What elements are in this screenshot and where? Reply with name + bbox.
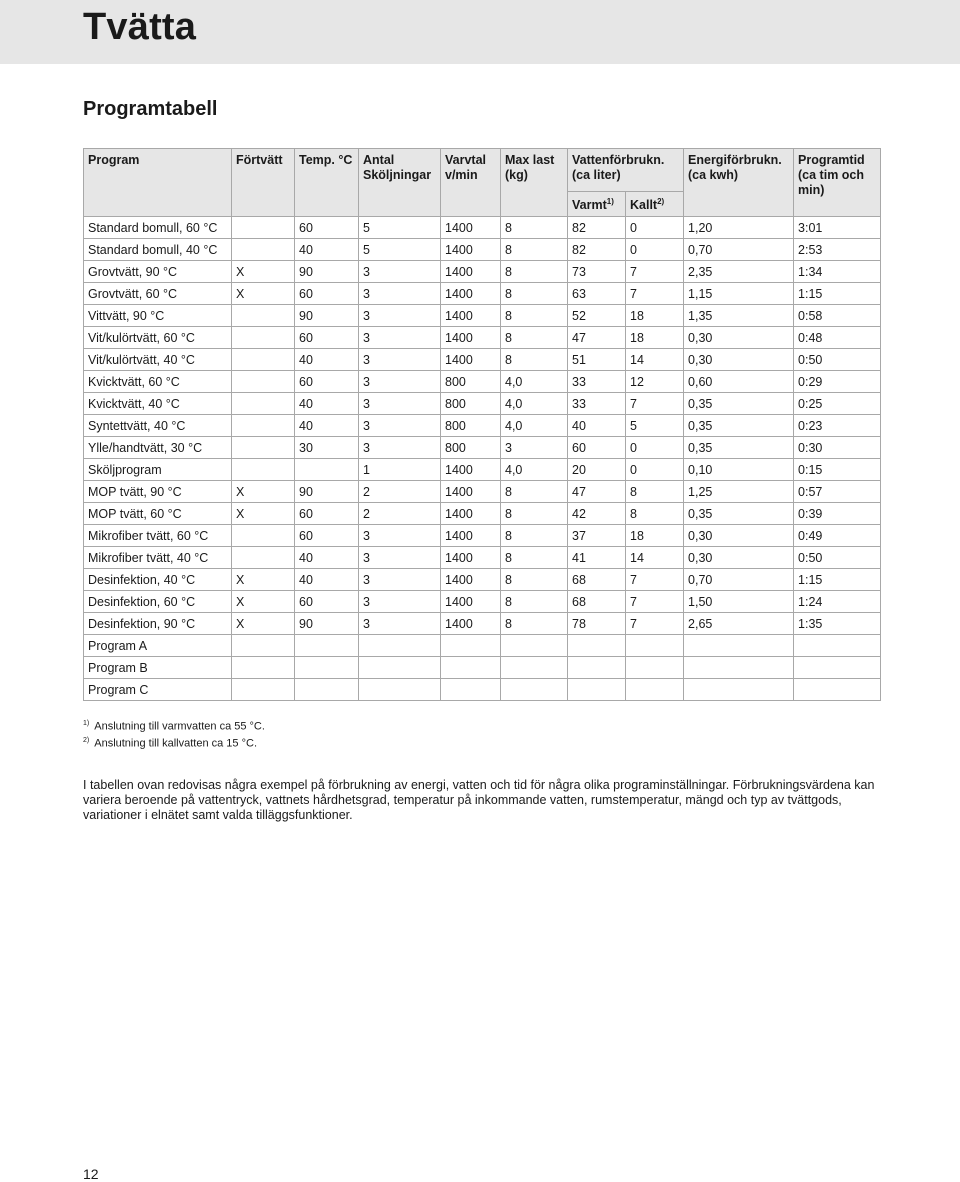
cell-varvtal [441,679,501,701]
cell-energi: 0,70 [684,239,794,261]
cell-forvatt [232,327,295,349]
cell-programtid: 0:49 [794,525,881,547]
cell-programtid: 0:23 [794,415,881,437]
cell-varvtal: 800 [441,393,501,415]
cell-kallt: 0 [626,217,684,239]
cell-program: Kvicktvätt, 60 °C [84,371,232,393]
kallt-label: Kallt [630,198,658,213]
cell-energi [684,679,794,701]
cell-maxlast: 4,0 [501,371,568,393]
cell-programtid: 0:50 [794,547,881,569]
cell-skoljningar [359,657,441,679]
cell-varmt [568,657,626,679]
table-row [84,569,881,591]
cell-skoljningar [359,679,441,701]
cell-skoljningar: 3 [359,349,441,371]
cell-forvatt [232,217,295,239]
cell-kallt: 12 [626,371,684,393]
cell-program: Kvicktvätt, 40 °C [84,393,232,415]
col-header-temp: Temp. °C [295,149,359,217]
cell-skoljningar: 3 [359,327,441,349]
col-header-program: Program [84,149,232,217]
cell-energi: 0,10 [684,459,794,481]
cell-forvatt [232,635,295,657]
cell-programtid: 0:25 [794,393,881,415]
cell-maxlast: 3 [501,437,568,459]
cell-temp: 40 [295,239,359,261]
cell-energi: 1,15 [684,283,794,305]
table-row [84,613,881,635]
cell-programtid: 1:15 [794,569,881,591]
cell-program: Desinfektion, 40 °C [84,569,232,591]
cell-program: MOP tvätt, 90 °C [84,481,232,503]
cell-skoljningar: 3 [359,393,441,415]
cell-skoljningar: 5 [359,239,441,261]
cell-maxlast: 8 [501,349,568,371]
cell-kallt: 18 [626,305,684,327]
cell-program: Vit/kulörtvätt, 60 °C [84,327,232,349]
cell-energi: 0,35 [684,503,794,525]
cell-kallt: 5 [626,415,684,437]
col-header-vatten: Vattenförbrukn. (ca liter) [568,149,684,192]
table-row [84,635,881,657]
cell-programtid: 1:24 [794,591,881,613]
cell-temp: 90 [295,481,359,503]
table-row [84,503,881,525]
cell-kallt: 7 [626,283,684,305]
table-row [84,261,881,283]
cell-maxlast [501,679,568,701]
program-table-body [84,217,881,701]
cell-varmt: 42 [568,503,626,525]
cell-varvtal: 1400 [441,481,501,503]
cell-skoljningar [359,635,441,657]
col-header-energi: Energiförbrukn. (ca kwh) [684,149,794,217]
cell-forvatt: X [232,613,295,635]
cell-varvtal: 1400 [441,459,501,481]
cell-kallt: 7 [626,569,684,591]
col-header-programtid: Programtid (ca tim och min) [794,149,881,217]
table-row [84,349,881,371]
cell-maxlast: 8 [501,569,568,591]
cell-energi: 1,35 [684,305,794,327]
cell-temp: 40 [295,393,359,415]
footnote-1 [83,720,265,733]
cell-varmt: 33 [568,393,626,415]
cell-temp: 60 [295,371,359,393]
cell-programtid: 0:50 [794,349,881,371]
table-row [84,239,881,261]
footnote-1-mark: 1) [83,720,90,727]
table-row [84,657,881,679]
cell-skoljningar: 3 [359,591,441,613]
cell-forvatt [232,679,295,701]
cell-skoljningar: 3 [359,283,441,305]
cell-kallt: 14 [626,349,684,371]
cell-energi: 0,35 [684,393,794,415]
cell-varvtal: 1400 [441,261,501,283]
cell-temp: 90 [295,305,359,327]
cell-programtid: 0:29 [794,371,881,393]
table-row [84,525,881,547]
cell-forvatt [232,525,295,547]
cell-programtid: 0:48 [794,327,881,349]
cell-skoljningar: 2 [359,481,441,503]
cell-varmt: 51 [568,349,626,371]
table-row [84,547,881,569]
cell-temp: 30 [295,437,359,459]
cell-energi: 0,35 [684,415,794,437]
cell-energi: 1,20 [684,217,794,239]
cell-skoljningar: 5 [359,217,441,239]
cell-temp: 60 [295,283,359,305]
cell-kallt: 0 [626,239,684,261]
col-header-varmt [568,192,626,217]
cell-maxlast: 8 [501,503,568,525]
table-row [84,393,881,415]
cell-energi: 0,70 [684,569,794,591]
cell-maxlast: 8 [501,481,568,503]
cell-temp [295,679,359,701]
cell-program: Program A [84,635,232,657]
table-row [84,481,881,503]
cell-temp: 60 [295,217,359,239]
cell-varmt: 82 [568,239,626,261]
cell-programtid: 0:39 [794,503,881,525]
cell-forvatt [232,657,295,679]
cell-forvatt: X [232,481,295,503]
cell-temp: 60 [295,503,359,525]
footnote-1-text: Anslutning till varmvatten ca 55 °C. [94,720,265,733]
cell-varvtal: 1400 [441,613,501,635]
cell-varmt: 82 [568,217,626,239]
cell-temp [295,635,359,657]
cell-forvatt: X [232,261,295,283]
cell-program: Grovtvätt, 90 °C [84,261,232,283]
cell-program: Standard bomull, 40 °C [84,239,232,261]
col-header-maxlast: Max last (kg) [501,149,568,217]
cell-varvtal: 1400 [441,239,501,261]
cell-programtid: 0:58 [794,305,881,327]
cell-temp: 60 [295,327,359,349]
cell-varmt: 63 [568,283,626,305]
program-table [83,148,881,701]
cell-programtid: 1:34 [794,261,881,283]
cell-program: Desinfektion, 60 °C [84,591,232,613]
cell-program: Grovtvätt, 60 °C [84,283,232,305]
cell-forvatt [232,371,295,393]
cell-maxlast: 4,0 [501,459,568,481]
cell-programtid: 0:15 [794,459,881,481]
cell-programtid: 1:35 [794,613,881,635]
cell-temp: 60 [295,525,359,547]
cell-skoljningar: 2 [359,503,441,525]
cell-programtid: 3:01 [794,217,881,239]
cell-temp: 40 [295,569,359,591]
cell-kallt: 8 [626,481,684,503]
cell-varmt: 41 [568,547,626,569]
cell-programtid [794,635,881,657]
cell-forvatt: X [232,283,295,305]
kallt-footnote-mark: 2) [657,197,665,207]
cell-temp: 60 [295,591,359,613]
cell-energi [684,635,794,657]
cell-temp [295,459,359,481]
col-header-skoljningar: Antal Sköljningar [359,149,441,217]
cell-varvtal: 1400 [441,327,501,349]
cell-varvtal: 1400 [441,349,501,371]
cell-maxlast: 8 [501,217,568,239]
cell-varvtal [441,657,501,679]
cell-kallt: 8 [626,503,684,525]
cell-forvatt [232,305,295,327]
cell-kallt: 0 [626,459,684,481]
cell-varmt: 73 [568,261,626,283]
cell-energi [684,657,794,679]
cell-varmt: 78 [568,613,626,635]
cell-varvtal: 1400 [441,591,501,613]
cell-skoljningar: 3 [359,261,441,283]
cell-varvtal: 1400 [441,525,501,547]
section-title: Programtabell [83,98,218,120]
table-row [84,415,881,437]
footnote-2-text: Anslutning till kallvatten ca 15 °C. [94,737,257,750]
footnote-2 [83,737,257,750]
cell-programtid: 1:15 [794,283,881,305]
cell-skoljningar: 3 [359,569,441,591]
cell-maxlast: 8 [501,327,568,349]
cell-temp: 40 [295,547,359,569]
cell-maxlast: 8 [501,305,568,327]
cell-maxlast: 4,0 [501,415,568,437]
cell-skoljningar: 3 [359,525,441,547]
cell-maxlast [501,657,568,679]
cell-kallt: 14 [626,547,684,569]
cell-program: Standard bomull, 60 °C [84,217,232,239]
cell-forvatt [232,437,295,459]
cell-temp: 40 [295,415,359,437]
cell-maxlast [501,635,568,657]
varmt-label: Varmt [572,198,607,213]
cell-programtid: 0:57 [794,481,881,503]
cell-maxlast: 8 [501,261,568,283]
cell-maxlast: 8 [501,591,568,613]
table-row [84,591,881,613]
cell-kallt [626,635,684,657]
cell-varvtal: 1400 [441,217,501,239]
cell-forvatt: X [232,569,295,591]
table-row [84,437,881,459]
cell-kallt [626,657,684,679]
cell-varvtal: 1400 [441,569,501,591]
cell-energi: 0,30 [684,349,794,371]
cell-varvtal: 800 [441,437,501,459]
table-row [84,327,881,349]
cell-skoljningar: 3 [359,415,441,437]
cell-energi: 0,35 [684,437,794,459]
cell-program: Mikrofiber tvätt, 40 °C [84,547,232,569]
cell-energi: 0,60 [684,371,794,393]
table-row [84,459,881,481]
cell-skoljningar: 3 [359,547,441,569]
cell-energi: 1,25 [684,481,794,503]
chapter-title: Tvätta [83,6,197,48]
cell-varvtal: 1400 [441,547,501,569]
cell-temp [295,657,359,679]
cell-program: Vit/kulörtvätt, 40 °C [84,349,232,371]
cell-varmt: 37 [568,525,626,547]
cell-skoljningar: 3 [359,305,441,327]
cell-temp: 40 [295,349,359,371]
cell-programtid [794,679,881,701]
cell-forvatt [232,349,295,371]
table-row [84,371,881,393]
cell-energi: 1,50 [684,591,794,613]
table-row [84,679,881,701]
cell-maxlast: 8 [501,525,568,547]
cell-varmt: 20 [568,459,626,481]
cell-varmt: 47 [568,327,626,349]
cell-program: Program C [84,679,232,701]
col-header-kallt [626,192,684,217]
cell-varmt: 52 [568,305,626,327]
cell-maxlast: 8 [501,547,568,569]
table-row [84,305,881,327]
cell-forvatt [232,393,295,415]
cell-varvtal: 800 [441,415,501,437]
cell-skoljningar: 1 [359,459,441,481]
cell-kallt: 18 [626,327,684,349]
cell-varmt: 68 [568,591,626,613]
cell-varvtal: 1400 [441,503,501,525]
cell-maxlast: 8 [501,239,568,261]
cell-varmt: 47 [568,481,626,503]
cell-kallt: 7 [626,393,684,415]
varmt-footnote-mark: 1) [606,197,614,207]
cell-energi: 0,30 [684,327,794,349]
cell-energi: 0,30 [684,547,794,569]
page-number: 12 [83,1166,99,1182]
cell-skoljningar: 3 [359,613,441,635]
footnote-2-mark: 2) [83,737,90,744]
cell-varmt [568,679,626,701]
table-row [84,283,881,305]
cell-maxlast: 4,0 [501,393,568,415]
cell-program: Desinfektion, 90 °C [84,613,232,635]
cell-varmt: 40 [568,415,626,437]
cell-kallt: 7 [626,613,684,635]
cell-varvtal [441,635,501,657]
cell-programtid: 0:30 [794,437,881,459]
cell-maxlast: 8 [501,613,568,635]
cell-kallt: 7 [626,591,684,613]
cell-maxlast: 8 [501,283,568,305]
cell-energi: 2,65 [684,613,794,635]
cell-forvatt: X [232,503,295,525]
cell-varvtal: 1400 [441,305,501,327]
cell-skoljningar: 3 [359,371,441,393]
cell-program: Vittvätt, 90 °C [84,305,232,327]
cell-energi: 2,35 [684,261,794,283]
cell-varmt [568,635,626,657]
cell-programtid [794,657,881,679]
cell-energi: 0,30 [684,525,794,547]
cell-forvatt [232,459,295,481]
cell-forvatt: X [232,591,295,613]
cell-program: Ylle/handtvätt, 30 °C [84,437,232,459]
cell-program: Program B [84,657,232,679]
cell-kallt: 18 [626,525,684,547]
cell-forvatt [232,239,295,261]
cell-kallt [626,679,684,701]
cell-varvtal: 800 [441,371,501,393]
cell-programtid: 2:53 [794,239,881,261]
cell-varmt: 60 [568,437,626,459]
cell-skoljningar: 3 [359,437,441,459]
cell-varmt: 68 [568,569,626,591]
table-row [84,217,881,239]
cell-temp: 90 [295,613,359,635]
cell-kallt: 0 [626,437,684,459]
cell-kallt: 7 [626,261,684,283]
cell-temp: 90 [295,261,359,283]
col-header-varvtal: Varvtal v/min [441,149,501,217]
cell-forvatt [232,547,295,569]
body-paragraph: I tabellen ovan redovisas några exempel på förbrukning av energi, vatten och tid för några olika programinställningar. Förbrukningsvärdena kan variera beroende på vattentryck, vattnets hårdhetsgrad, temperatur på inkommande vatten, rumstemperatur, mängd och typ av tvättgods, variationer i elnätet samt valda tilläggsfunktioner. [83,778,875,822]
cell-varmt: 33 [568,371,626,393]
cell-program: Mikrofiber tvätt, 60 °C [84,525,232,547]
cell-program: Sköljprogram [84,459,232,481]
cell-varvtal: 1400 [441,283,501,305]
cell-program: Syntettvätt, 40 °C [84,415,232,437]
col-header-forvatt: Förtvätt [232,149,295,217]
cell-forvatt [232,415,295,437]
cell-program: MOP tvätt, 60 °C [84,503,232,525]
